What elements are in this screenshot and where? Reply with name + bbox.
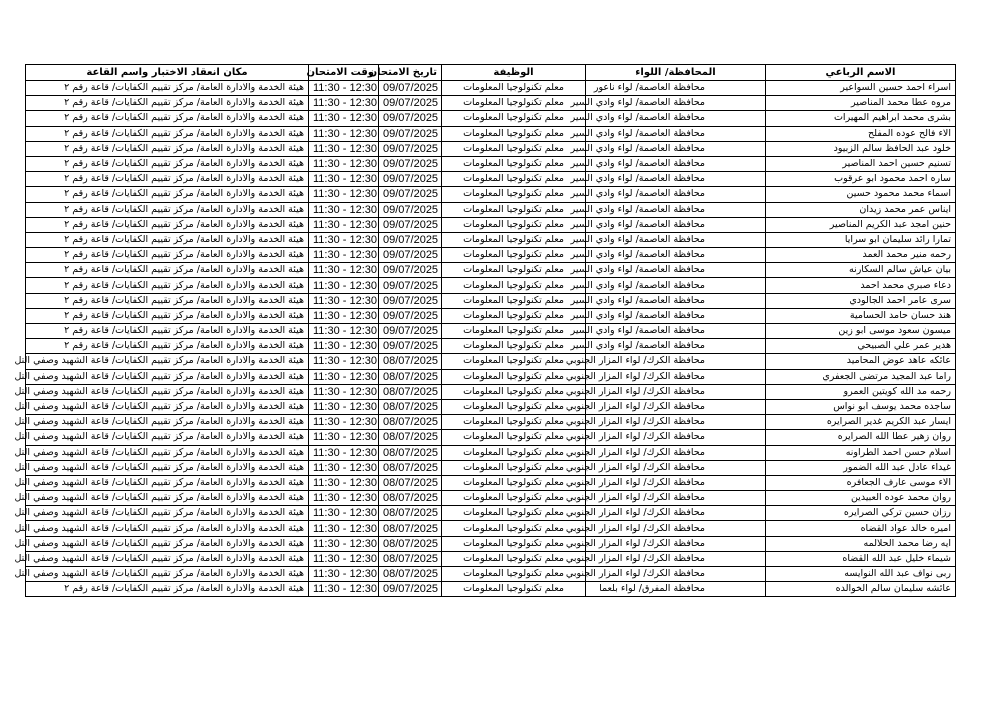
name-cell: رحمه مد الله كويتين العمرو: [766, 384, 956, 399]
name-cell: خلود عبد الحافظ سالم الزبيود: [766, 141, 956, 156]
region-cell: محافظة العاصمة/ لواء وادي السير: [586, 232, 766, 247]
date-cell: 08/07/2025: [379, 384, 442, 399]
region-cell: محافظة الكرك/ لواء المزار الجنوبي: [586, 491, 766, 506]
region-cell: محافظة الكرك/ لواء المزار الجنوبي: [586, 354, 766, 369]
venue-cell: هيئة الخدمة والادارة العامة/ مركز تقييم الكفايات/ قاعة الشهيد وصفي التل: [26, 506, 309, 521]
time-cell: 11:30 - 12:30: [309, 248, 379, 263]
time-cell: 11:30 - 12:30: [309, 217, 379, 232]
date-cell: 08/07/2025: [379, 521, 442, 536]
table-row: [26, 156, 956, 171]
date-cell: 08/07/2025: [379, 567, 442, 582]
job-cell: معلم تكنولوجيا المعلومات: [442, 567, 586, 582]
header-time: وقت الامتحان: [309, 65, 379, 81]
name-cell: ايناس عمر محمد زيدان: [766, 202, 956, 217]
name-cell: ميسون سعود موسى ابو زين: [766, 324, 956, 339]
table-row: [26, 339, 956, 354]
venue-cell: هيئة الخدمة والادارة العامة/ مركز تقييم الكفايات/ قاعة رقم ٢: [26, 172, 309, 187]
venue-cell: هيئة الخدمة والادارة العامة/ مركز تقييم الكفايات/ قاعة الشهيد وصفي التل: [26, 369, 309, 384]
date-cell: 09/07/2025: [379, 172, 442, 187]
job-cell: معلم تكنولوجيا المعلومات: [442, 460, 586, 475]
time-cell: 11:30 - 12:30: [309, 202, 379, 217]
time-cell: 11:30 - 12:30: [309, 399, 379, 414]
venue-cell: هيئة الخدمة والادارة العامة/ مركز تقييم الكفايات/ قاعة الشهيد وصفي التل: [26, 567, 309, 582]
time-cell: 11:30 - 12:30: [309, 263, 379, 278]
job-cell: معلم تكنولوجيا المعلومات: [442, 126, 586, 141]
region-cell: محافظة العاصمة/ لواء وادي السير: [586, 111, 766, 126]
region-cell: محافظة العاصمة/ لواء وادي السير: [586, 263, 766, 278]
name-cell: اميره خالد عواد القضاه: [766, 521, 956, 536]
table-row: [26, 551, 956, 566]
table-row: [26, 141, 956, 156]
job-cell: معلم تكنولوجيا المعلومات: [442, 445, 586, 460]
region-cell: محافظة العاصمة/ لواء وادي السير: [586, 202, 766, 217]
venue-cell: هيئة الخدمة والادارة العامة/ مركز تقييم الكفايات/ قاعة الشهيد وصفي التل: [26, 460, 309, 475]
venue-cell: هيئة الخدمة والادارة العامة/ مركز تقييم الكفايات/ قاعة الشهيد وصفي التل: [26, 551, 309, 566]
venue-cell: هيئة الخدمة والادارة العامة/ مركز تقييم الكفايات/ قاعة رقم ٢: [26, 202, 309, 217]
job-cell: معلم تكنولوجيا المعلومات: [442, 187, 586, 202]
job-cell: معلم تكنولوجيا المعلومات: [442, 263, 586, 278]
time-cell: 11:30 - 12:30: [309, 141, 379, 156]
region-cell: محافظة العاصمة/ لواء وادي السير: [586, 293, 766, 308]
date-cell: 08/07/2025: [379, 475, 442, 490]
table-row: [26, 187, 956, 202]
job-cell: معلم تكنولوجيا المعلومات: [442, 111, 586, 126]
time-cell: 11:30 - 12:30: [309, 491, 379, 506]
name-cell: اسلام حسن احمد الطراونه: [766, 445, 956, 460]
region-cell: محافظة الكرك/ لواء المزار الجنوبي: [586, 536, 766, 551]
name-cell: شيماء خليل عبد الله القضاه: [766, 551, 956, 566]
region-cell: محافظة الكرك/ لواء المزار الجنوبي: [586, 430, 766, 445]
region-cell: محافظة الكرك/ لواء المزار الجنوبي: [586, 460, 766, 475]
venue-cell: هيئة الخدمة والادارة العامة/ مركز تقييم الكفايات/ قاعة الشهيد وصفي التل: [26, 399, 309, 414]
region-cell: محافظة العاصمة/ لواء وادي السير: [586, 141, 766, 156]
date-cell: 09/07/2025: [379, 308, 442, 323]
name-cell: الاء موسى عارف الجعافره: [766, 475, 956, 490]
venue-cell: هيئة الخدمة والادارة العامة/ مركز تقييم الكفايات/ قاعة رقم ٢: [26, 156, 309, 171]
name-cell: اسماء محمد محمود حسين: [766, 187, 956, 202]
name-cell: روان زهير عطا الله الصرايره: [766, 430, 956, 445]
region-cell: محافظة العاصمة/ لواء وادي السير: [586, 278, 766, 293]
time-cell: 11:30 - 12:30: [309, 445, 379, 460]
name-cell: ساجده محمد يوسف ابو نواس: [766, 399, 956, 414]
venue-cell: هيئة الخدمة والادارة العامة/ مركز تقييم الكفايات/ قاعة رقم ٢: [26, 278, 309, 293]
date-cell: 09/07/2025: [379, 126, 442, 141]
name-cell: غيداء عادل عبد الله الضمور: [766, 460, 956, 475]
date-cell: 09/07/2025: [379, 96, 442, 111]
exam-schedule-sheet: [14, 64, 955, 597]
table-row: [26, 248, 956, 263]
name-cell: هند حسان حامد الحسامية: [766, 308, 956, 323]
name-cell: روان محمد عوده العبيدين: [766, 491, 956, 506]
table-row: [26, 506, 956, 521]
job-cell: معلم تكنولوجيا المعلومات: [442, 308, 586, 323]
table-row: [26, 582, 956, 597]
job-cell: معلم تكنولوجيا المعلومات: [442, 415, 586, 430]
date-cell: 08/07/2025: [379, 399, 442, 414]
region-cell: محافظة العاصمة/ لواء وادي السير: [586, 187, 766, 202]
table-row: [26, 232, 956, 247]
table-row: [26, 172, 956, 187]
job-cell: معلم تكنولوجيا المعلومات: [442, 141, 586, 156]
name-cell: راما عبد المجيد مرتضى الجعفري: [766, 369, 956, 384]
table-row: [26, 324, 956, 339]
region-cell: محافظة الكرك/ لواء المزار الجنوبي: [586, 415, 766, 430]
name-cell: اسراء احمد حسين السواعير: [766, 81, 956, 96]
time-cell: 11:30 - 12:30: [309, 187, 379, 202]
venue-cell: هيئة الخدمة والادارة العامة/ مركز تقييم الكفايات/ قاعة الشهيد وصفي التل: [26, 536, 309, 551]
table-row: [26, 96, 956, 111]
region-cell: محافظة الكرك/ لواء المزار الجنوبي: [586, 567, 766, 582]
job-cell: معلم تكنولوجيا المعلومات: [442, 399, 586, 414]
venue-cell: هيئة الخدمة والادارة العامة/ مركز تقييم الكفايات/ قاعة الشهيد وصفي التل: [26, 521, 309, 536]
table-row: [26, 202, 956, 217]
region-cell: محافظة العاصمة/ لواء وادي السير: [586, 96, 766, 111]
name-cell: عائشه سليمان سالم الخوالده: [766, 582, 956, 597]
venue-cell: هيئة الخدمة والادارة العامة/ مركز تقييم الكفايات/ قاعة رقم ٢: [26, 324, 309, 339]
name-cell: سرى عامر احمد الجالودي: [766, 293, 956, 308]
time-cell: 11:30 - 12:30: [309, 369, 379, 384]
region-cell: محافظة العاصمة/ لواء وادي السير: [586, 308, 766, 323]
name-cell: ساره احمد محمود ابو عرقوب: [766, 172, 956, 187]
venue-cell: هيئة الخدمة والادارة العامة/ مركز تقييم الكفايات/ قاعة رقم ٢: [26, 96, 309, 111]
table-row: [26, 430, 956, 445]
table-row: [26, 384, 956, 399]
date-cell: 08/07/2025: [379, 354, 442, 369]
job-cell: معلم تكنولوجيا المعلومات: [442, 172, 586, 187]
date-cell: 08/07/2025: [379, 415, 442, 430]
table-row: [26, 263, 956, 278]
date-cell: 08/07/2025: [379, 491, 442, 506]
time-cell: 11:30 - 12:30: [309, 111, 379, 126]
region-cell: محافظة العاصمة/ لواء وادي السير: [586, 217, 766, 232]
header-name: الاسم الرباعي: [766, 65, 956, 81]
date-cell: 08/07/2025: [379, 506, 442, 521]
time-cell: 11:30 - 12:30: [309, 521, 379, 536]
date-cell: 09/07/2025: [379, 263, 442, 278]
job-cell: معلم تكنولوجيا المعلومات: [442, 354, 586, 369]
name-cell: ربى نواف عبد الله النوايسه: [766, 567, 956, 582]
table-row: [26, 111, 956, 126]
time-cell: 11:30 - 12:30: [309, 96, 379, 111]
time-cell: 11:30 - 12:30: [309, 551, 379, 566]
time-cell: 11:30 - 12:30: [309, 582, 379, 597]
name-cell: عائكه عاهد عوض المحاميد: [766, 354, 956, 369]
header-venue: مكان انعقاد الاختبار واسم القاعة: [26, 65, 309, 81]
table-row: [26, 399, 956, 414]
venue-cell: هيئة الخدمة والادارة العامة/ مركز تقييم الكفايات/ قاعة الشهيد وصفي التل: [26, 491, 309, 506]
date-cell: 09/07/2025: [379, 582, 442, 597]
region-cell: محافظة الكرك/ لواء المزار الجنوبي: [586, 551, 766, 566]
table-row: [26, 126, 956, 141]
job-cell: معلم تكنولوجيا المعلومات: [442, 232, 586, 247]
table-row: [26, 475, 956, 490]
region-cell: محافظة الكرك/ لواء المزار الجنوبي: [586, 506, 766, 521]
date-cell: 08/07/2025: [379, 460, 442, 475]
date-cell: 09/07/2025: [379, 81, 442, 96]
time-cell: 11:30 - 12:30: [309, 354, 379, 369]
date-cell: 09/07/2025: [379, 278, 442, 293]
venue-cell: هيئة الخدمة والادارة العامة/ مركز تقييم الكفايات/ قاعة رقم ٢: [26, 263, 309, 278]
job-cell: معلم تكنولوجيا المعلومات: [442, 248, 586, 263]
name-cell: بيان عياش سالم السكارنه: [766, 263, 956, 278]
region-cell: محافظة الكرك/ لواء المزار الجنوبي: [586, 521, 766, 536]
time-cell: 11:30 - 12:30: [309, 339, 379, 354]
job-cell: معلم تكنولوجيا المعلومات: [442, 475, 586, 490]
date-cell: 09/07/2025: [379, 293, 442, 308]
name-cell: رحمه منير محمد العمد: [766, 248, 956, 263]
time-cell: 11:30 - 12:30: [309, 415, 379, 430]
job-cell: معلم تكنولوجيا المعلومات: [442, 582, 586, 597]
date-cell: 09/07/2025: [379, 111, 442, 126]
job-cell: معلم تكنولوجيا المعلومات: [442, 81, 586, 96]
date-cell: 08/07/2025: [379, 369, 442, 384]
job-cell: معلم تكنولوجيا المعلومات: [442, 202, 586, 217]
time-cell: 11:30 - 12:30: [309, 278, 379, 293]
job-cell: معلم تكنولوجيا المعلومات: [442, 491, 586, 506]
venue-cell: هيئة الخدمة والادارة العامة/ مركز تقييم الكفايات/ قاعة رقم ٢: [26, 232, 309, 247]
region-cell: محافظة العاصمة/ لواء وادي السير: [586, 126, 766, 141]
job-cell: معلم تكنولوجيا المعلومات: [442, 217, 586, 232]
region-cell: محافظة العاصمة/ لواء وادي السير: [586, 339, 766, 354]
job-cell: معلم تكنولوجيا المعلومات: [442, 339, 586, 354]
table-row: [26, 217, 956, 232]
name-cell: بشرى محمد ابراهيم المهيرات: [766, 111, 956, 126]
job-cell: معلم تكنولوجيا المعلومات: [442, 369, 586, 384]
name-cell: حنين امجد عبد الكريم المناصير: [766, 217, 956, 232]
venue-cell: هيئة الخدمة والادارة العامة/ مركز تقييم الكفايات/ قاعة رقم ٢: [26, 81, 309, 96]
region-cell: محافظة العاصمة/ لواء وادي السير: [586, 248, 766, 263]
name-cell: مروه عطا محمد المناصير: [766, 96, 956, 111]
region-cell: محافظة الكرك/ لواء المزار الجنوبي: [586, 399, 766, 414]
time-cell: 11:30 - 12:30: [309, 567, 379, 582]
venue-cell: هيئة الخدمة والادارة العامة/ مركز تقييم الكفايات/ قاعة رقم ٢: [26, 217, 309, 232]
region-cell: محافظة العاصمة/ لواء وادي السير: [586, 324, 766, 339]
table-row: [26, 415, 956, 430]
table-row: [26, 354, 956, 369]
region-cell: محافظة العاصمة/ لواء وادي السير: [586, 156, 766, 171]
region-cell: محافظة الكرك/ لواء المزار الجنوبي: [586, 384, 766, 399]
venue-cell: هيئة الخدمة والادارة العامة/ مركز تقييم الكفايات/ قاعة الشهيد وصفي التل: [26, 430, 309, 445]
time-cell: 11:30 - 12:30: [309, 384, 379, 399]
name-cell: دعاء صبري محمد احمد: [766, 278, 956, 293]
date-cell: 09/07/2025: [379, 324, 442, 339]
date-cell: 09/07/2025: [379, 187, 442, 202]
time-cell: 11:30 - 12:30: [309, 536, 379, 551]
table-row: [26, 293, 956, 308]
date-cell: 08/07/2025: [379, 536, 442, 551]
venue-cell: هيئة الخدمة والادارة العامة/ مركز تقييم الكفايات/ قاعة الشهيد وصفي التل: [26, 384, 309, 399]
header-date: تاريخ الامتحان: [379, 65, 442, 81]
time-cell: 11:30 - 12:30: [309, 232, 379, 247]
table-row: [26, 81, 956, 96]
date-cell: 09/07/2025: [379, 339, 442, 354]
region-cell: محافظة العاصمة/ لواء ناعور: [586, 81, 766, 96]
job-cell: معلم تكنولوجيا المعلومات: [442, 506, 586, 521]
region-cell: محافظة العاصمة/ لواء وادي السير: [586, 172, 766, 187]
name-cell: هدير عمر علي الصبيحي: [766, 339, 956, 354]
name-cell: الاء فالح عوده المفلح: [766, 126, 956, 141]
date-cell: 09/07/2025: [379, 202, 442, 217]
name-cell: ايه رضا محمد الحلالمه: [766, 536, 956, 551]
job-cell: معلم تكنولوجيا المعلومات: [442, 278, 586, 293]
venue-cell: هيئة الخدمة والادارة العامة/ مركز تقييم الكفايات/ قاعة رقم ٢: [26, 126, 309, 141]
time-cell: 11:30 - 12:30: [309, 126, 379, 141]
venue-cell: هيئة الخدمة والادارة العامة/ مركز تقييم الكفايات/ قاعة رقم ٢: [26, 308, 309, 323]
job-cell: معلم تكنولوجيا المعلومات: [442, 324, 586, 339]
venue-cell: هيئة الخدمة والادارة العامة/ مركز تقييم الكفايات/ قاعة رقم ٢: [26, 111, 309, 126]
job-cell: معلم تكنولوجيا المعلومات: [442, 156, 586, 171]
job-cell: معلم تكنولوجيا المعلومات: [442, 521, 586, 536]
name-cell: رزان حسين تركي الصرايره: [766, 506, 956, 521]
time-cell: 11:30 - 12:30: [309, 506, 379, 521]
table-row: [26, 369, 956, 384]
venue-cell: هيئة الخدمة والادارة العامة/ مركز تقييم الكفايات/ قاعة رقم ٢: [26, 582, 309, 597]
venue-cell: هيئة الخدمة والادارة العامة/ مركز تقييم الكفايات/ قاعة الشهيد وصفي التل: [26, 445, 309, 460]
date-cell: 08/07/2025: [379, 430, 442, 445]
time-cell: 11:30 - 12:30: [309, 293, 379, 308]
header-row: [26, 65, 956, 81]
job-cell: معلم تكنولوجيا المعلومات: [442, 384, 586, 399]
time-cell: 11:30 - 12:30: [309, 460, 379, 475]
date-cell: 09/07/2025: [379, 248, 442, 263]
time-cell: 11:30 - 12:30: [309, 81, 379, 96]
venue-cell: هيئة الخدمة والادارة العامة/ مركز تقييم الكفايات/ قاعة الشهيد وصفي التل: [26, 475, 309, 490]
date-cell: 08/07/2025: [379, 445, 442, 460]
header-job: الوظيفة: [442, 65, 586, 81]
date-cell: 08/07/2025: [379, 551, 442, 566]
table-row: [26, 308, 956, 323]
region-cell: محافظة الكرك/ لواء المزار الجنوبي: [586, 369, 766, 384]
venue-cell: هيئة الخدمة والادارة العامة/ مركز تقييم الكفايات/ قاعة رقم ٢: [26, 187, 309, 202]
time-cell: 11:30 - 12:30: [309, 172, 379, 187]
table-row: [26, 445, 956, 460]
job-cell: معلم تكنولوجيا المعلومات: [442, 430, 586, 445]
date-cell: 09/07/2025: [379, 156, 442, 171]
time-cell: 11:30 - 12:30: [309, 156, 379, 171]
region-cell: محافظة المفرق/ لواء بلعما: [586, 582, 766, 597]
job-cell: معلم تكنولوجيا المعلومات: [442, 96, 586, 111]
name-cell: تمارا رائد سليمان ابو سرايا: [766, 232, 956, 247]
job-cell: معلم تكنولوجيا المعلومات: [442, 536, 586, 551]
name-cell: ايسار عبد الكريم غدير الصرايره: [766, 415, 956, 430]
name-cell: تسنيم حسين احمد المناصير: [766, 156, 956, 171]
table-row: [26, 567, 956, 582]
time-cell: 11:30 - 12:30: [309, 475, 379, 490]
job-cell: معلم تكنولوجيا المعلومات: [442, 293, 586, 308]
venue-cell: هيئة الخدمة والادارة العامة/ مركز تقييم الكفايات/ قاعة رقم ٢: [26, 248, 309, 263]
time-cell: 11:30 - 12:30: [309, 430, 379, 445]
table-row: [26, 460, 956, 475]
region-cell: محافظة الكرك/ لواء المزار الجنوبي: [586, 445, 766, 460]
table-row: [26, 536, 956, 551]
table-body: [14, 81, 956, 597]
time-cell: 11:30 - 12:30: [309, 308, 379, 323]
venue-cell: هيئة الخدمة والادارة العامة/ مركز تقييم الكفايات/ قاعة الشهيد وصفي التل: [26, 415, 309, 430]
region-cell: محافظة الكرك/ لواء المزار الجنوبي: [586, 475, 766, 490]
job-cell: معلم تكنولوجيا المعلومات: [442, 551, 586, 566]
time-cell: 11:30 - 12:30: [309, 324, 379, 339]
date-cell: 09/07/2025: [379, 232, 442, 247]
venue-cell: هيئة الخدمة والادارة العامة/ مركز تقييم الكفايات/ قاعة رقم ٢: [26, 293, 309, 308]
table-row: [26, 491, 956, 506]
date-cell: 09/07/2025: [379, 217, 442, 232]
venue-cell: هيئة الخدمة والادارة العامة/ مركز تقييم الكفايات/ قاعة رقم ٢: [26, 339, 309, 354]
venue-cell: هيئة الخدمة والادارة العامة/ مركز تقييم الكفايات/ قاعة رقم ٢: [26, 141, 309, 156]
header-region: المحافظة/ اللواء: [586, 65, 766, 81]
table-row: [26, 278, 956, 293]
exam-schedule-table: [14, 64, 956, 597]
venue-cell: هيئة الخدمة والادارة العامة/ مركز تقييم الكفايات/ قاعة الشهيد وصفي التل: [26, 354, 309, 369]
table-row: [26, 521, 956, 536]
date-cell: 09/07/2025: [379, 141, 442, 156]
